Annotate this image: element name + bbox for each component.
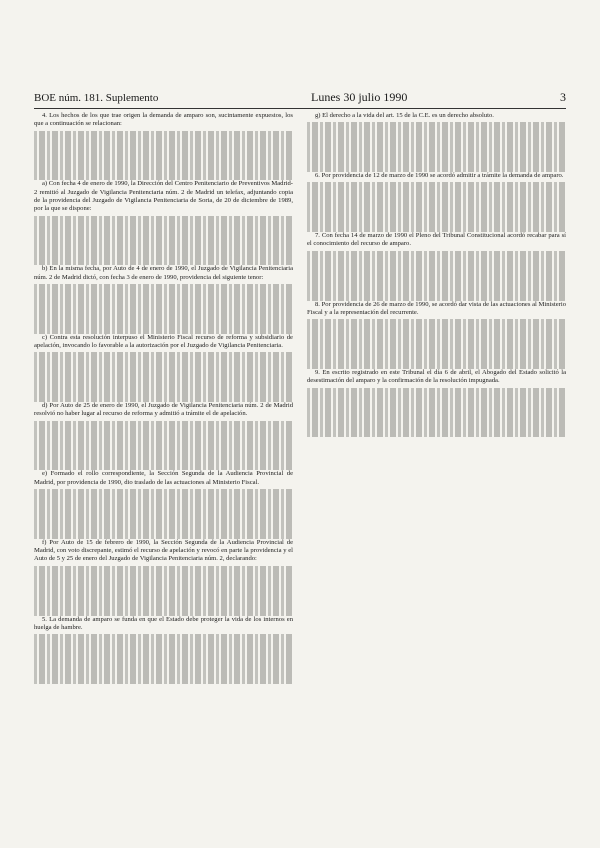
illegible-text-line bbox=[307, 216, 566, 224]
illegible-text-line bbox=[34, 164, 293, 172]
illegible-text-line bbox=[34, 249, 293, 257]
paragraph: c) Contra esta resolución interpuso el Ministerio Fiscal recurso de reforma y subsidiario de apelación, invocando lo favorable a la autorización por el Juzgado de Vigilancia Penitenciaria. bbox=[34, 333, 293, 350]
illegible-text-line bbox=[34, 642, 293, 650]
illegible-text-line bbox=[307, 284, 566, 292]
illegible-text-line bbox=[34, 172, 293, 180]
illegible-text-line bbox=[307, 336, 566, 344]
illegible-text-line bbox=[307, 327, 566, 335]
illegible-text-line bbox=[34, 377, 293, 385]
paragraph: 7. Con fecha 14 de marzo de 1990 el Pleno del Tribunal Constitucional acordó recabar para sí el conocimiento del recurso de amparo. bbox=[307, 232, 566, 248]
illegible-text-line bbox=[34, 574, 293, 582]
illegible-text-line bbox=[34, 386, 293, 394]
illegible-text-line bbox=[307, 207, 566, 215]
paragraph: g) El derecho a la vida del art. 15 de la C.E. es un derecho absoluto. bbox=[315, 112, 494, 119]
illegible-text-line bbox=[307, 259, 566, 267]
illegible-text-line bbox=[34, 446, 293, 454]
illegible-text-line bbox=[34, 257, 293, 265]
illegible-text-line bbox=[307, 404, 566, 412]
illegible-text-line bbox=[34, 216, 293, 224]
illegible-text-line bbox=[307, 182, 566, 190]
illegible-text-line bbox=[34, 421, 293, 429]
paragraph: b) En la misma fecha, por Auto de 4 de enero de 1990, el Juzgado de Vigilancia Penitenciaria núm. 2 de Madrid dictó, con fecha 3 de enero de 1990, providencia del siguiente tenor: bbox=[34, 265, 293, 281]
page-number: 3 bbox=[560, 90, 566, 104]
illegible-text-line bbox=[34, 309, 293, 317]
journal-name: BOE núm. 181. Suplemento bbox=[34, 92, 159, 104]
paragraph: d) Por Auto de 25 de enero de 1990, el Juzgado de Vigilancia Penitenciaria núm. 2 de Madrid resolvió no haber lugar al recurso de reforma y admitió a trámite el de apelación. bbox=[34, 402, 293, 418]
paragraph: 4. Los hechos de los que trae origen la demanda de amparo son, sucintamente expuestos, los que a continuación se relacionan: bbox=[34, 112, 293, 128]
illegible-text-line bbox=[34, 599, 293, 607]
illegible-text-line bbox=[34, 317, 293, 325]
illegible-text-line bbox=[34, 352, 293, 360]
illegible-text-line bbox=[307, 251, 566, 259]
illegible-text-line bbox=[34, 462, 293, 470]
illegible-text-line bbox=[34, 667, 293, 675]
illegible-text-line bbox=[307, 191, 566, 199]
illegible-text-line bbox=[307, 412, 566, 420]
page-header bbox=[34, 90, 566, 109]
illegible-text-line bbox=[34, 582, 293, 590]
illegible-text-line bbox=[34, 284, 293, 292]
illegible-text-line bbox=[307, 267, 566, 275]
illegible-text-line bbox=[307, 396, 566, 404]
illegible-text-line bbox=[34, 506, 293, 514]
illegible-text-line bbox=[34, 676, 293, 684]
right-column bbox=[307, 112, 566, 828]
illegible-text-line bbox=[307, 344, 566, 352]
illegible-text-line bbox=[34, 566, 293, 574]
illegible-text-line bbox=[34, 497, 293, 505]
illegible-text-line bbox=[307, 319, 566, 327]
illegible-text-line bbox=[34, 139, 293, 147]
illegible-text-line bbox=[34, 514, 293, 522]
paragraph: f) Por Auto de 15 de febrero de 1990, la Sección Segunda de la Audiencia Provincial de Madrid, con voto discrepante, estimó el recurso de apelación y revocó en parte la providencia y el Auto de 5 y 25 de enero del Juzgado de Vigilancia Penitenciaria núm. 2, declarando: bbox=[34, 538, 293, 563]
illegible-text-line bbox=[307, 131, 566, 139]
illegible-text-line bbox=[34, 454, 293, 462]
illegible-text-line bbox=[307, 352, 566, 360]
illegible-text-line bbox=[34, 361, 293, 369]
illegible-text-line bbox=[34, 232, 293, 240]
illegible-text-line bbox=[34, 522, 293, 530]
paragraph: e) Formado el rollo correspondiente, la Sección Segunda de la Audiencia Provincial de Madrid, por providencia de 1990, dio traslado de las actuaciones al Ministerio Fiscal. bbox=[34, 470, 293, 486]
illegible-text-line bbox=[34, 591, 293, 599]
illegible-text-line bbox=[307, 276, 566, 284]
illegible-text-line bbox=[34, 394, 293, 402]
illegible-text-line bbox=[34, 147, 293, 155]
left-column bbox=[34, 112, 293, 828]
illegible-text-line bbox=[307, 164, 566, 172]
illegible-text-line bbox=[34, 531, 293, 539]
text-columns bbox=[34, 112, 566, 828]
illegible-text-line bbox=[34, 489, 293, 497]
illegible-text-line bbox=[34, 607, 293, 615]
illegible-text-line bbox=[34, 240, 293, 248]
illegible-text-line bbox=[34, 651, 293, 659]
illegible-text-line bbox=[307, 139, 566, 147]
paragraph: 8. Por providencia de 26 de marzo de 1990, se acordó dar vista de las actuaciones al Ministerio Fiscal y a la representación del recurrente. bbox=[307, 300, 566, 316]
illegible-text-line bbox=[307, 361, 566, 369]
illegible-text-line bbox=[34, 437, 293, 445]
illegible-text-line bbox=[34, 634, 293, 642]
paragraph: 5. La demanda de amparo se funda en que el Estado debe proteger la vida de los internos en huelga de hambre. bbox=[34, 615, 293, 631]
illegible-text-line bbox=[307, 429, 566, 437]
illegible-text-line bbox=[307, 199, 566, 207]
illegible-text-line bbox=[34, 659, 293, 667]
illegible-text-line bbox=[307, 122, 566, 130]
illegible-text-line bbox=[34, 301, 293, 309]
illegible-text-line bbox=[34, 224, 293, 232]
illegible-text-line bbox=[34, 369, 293, 377]
illegible-text-line bbox=[307, 147, 566, 155]
paragraph: 6. Por providencia de 12 de marzo de 1990 se acordó admitir a trámite la demanda de amparo. bbox=[315, 172, 564, 180]
paragraph: a) Con fecha 4 de enero de 1990, la Dirección del Centro Penitenciario de Preventivos Madrid-2 remitió al Juzgado de Vigilancia Penitenciaria núm. 2 de Madrid un telefax, adjuntando copia de la providencia del Juzgado de Vigilancia Penitenciaria de Soria, de 20 de diciembre de 1989, por la que se dispone: bbox=[34, 180, 293, 213]
illegible-text-line bbox=[34, 292, 293, 300]
illegible-text-line bbox=[34, 155, 293, 163]
illegible-text-line bbox=[34, 429, 293, 437]
illegible-text-line bbox=[307, 155, 566, 163]
illegible-text-line bbox=[34, 325, 293, 333]
illegible-text-line bbox=[307, 388, 566, 396]
illegible-text-line bbox=[307, 421, 566, 429]
illegible-text-line bbox=[307, 292, 566, 300]
paragraph: 9. En escrito registrado en este Tribunal el día 6 de abril, el Abogado del Estado solicitó la desestimación del amparo y la confirmación de la resolución impugnada. bbox=[307, 368, 566, 385]
illegible-text-line bbox=[307, 224, 566, 232]
issue-date: Lunes 30 julio 1990 bbox=[311, 90, 408, 104]
illegible-text-line bbox=[34, 131, 293, 139]
